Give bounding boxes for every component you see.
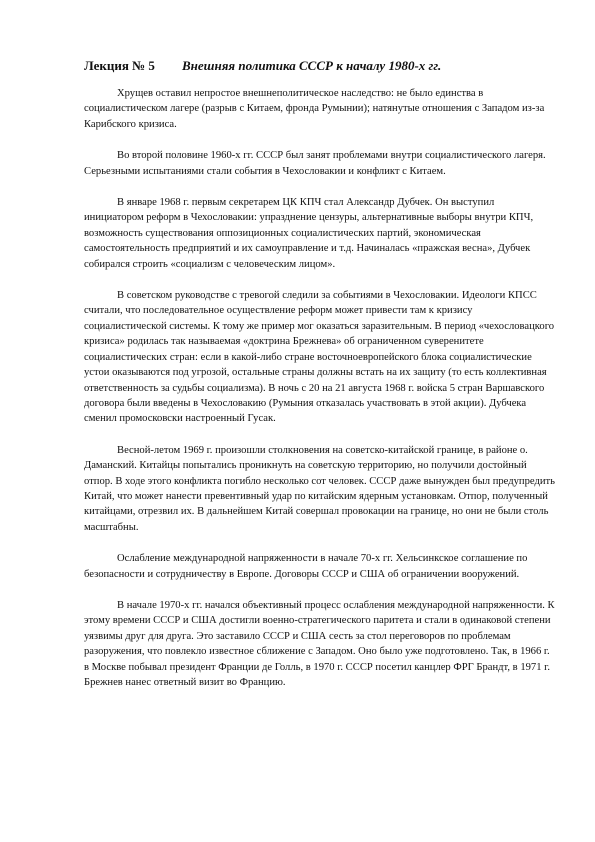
paragraph-brezhnev-doctrine: В советском руководстве с тревогой следили за событиями в Чехословакии. Идеологи КПСС считали, что последовательное осуществление реформ может привести там к кризису социалистической системы. К тому же пример мог оказаться заразительным. В период «чехословацкого кризиса» родилась так называемая «доктрина Брежнева» об ограниченном суверенитете социалистических стран: если в какой-либо стране восточноевропейского блока социалистические устои оказываются под угрозой, остальные страны должны встать на их защиту (то есть коллективная ответственность за судьбы социализма). В ночь с 20 на 21 августа 1968 г. войска 5 стран Варшавского договора были введены в Чехословакию (Румыния отказалась участвовать в этой акции). Дубчека сменил промосковски настроенный Гусак. xyxy=(84,290,555,425)
paragraph-damansky: Весной-летом 1969 г. произошли столкновения на советско-китайской границе, в районе о. Даманский. Китайцы попытались проникнуть на советскую территорию, но получили достойный отпор. В ходе этого конфликта погибло несколько сот человек. СССР даже вынужден был предупредить Китай, что может нанести превентивный удар по китайским ядерным установкам. Отпор, полученный китайцами, отрезвил их. В дальнейшем Китай совершал провокации на границе, но они не были столь масштабны. xyxy=(84,444,555,533)
lecture-heading xyxy=(84,58,554,74)
paragraph-legacy: Хрущев оставил непростое внешнеполитическое наследство: не было единства в социалистическом лагере (разрыв с Китаем, фронда Румынии); натянутые отношения с Западом из-за Карибского кризиса. xyxy=(84,88,545,130)
paragraph-dubcek: В январе 1968 г. первым секретарем ЦК КПЧ стал Александр Дубчек. Он выступил инициатором реформ в Чехословакии: упразднение цензуры, альтернативные выборы внутри КПЧ, возможность существования оппозиционных социалистических партий, экономическая самостоятельность предприятий и их самоуправление и т.д. Начиналась «пражская весна», Дубчек собирался строить «социализм с человеческим лицом». xyxy=(84,197,534,270)
lecture-topic: Внешняя политика СССР к началу 1980-х гг. xyxy=(182,58,442,73)
paragraph-detente: В начале 1970-х гг. начался объективный процесс ослабления международной напряженности. К этому времени СССР и США достигли военно-стратегического паритета и стали в одинаковой степени уязвимы друг для друга. Это заставило СССР и США сесть за стол переговоров по проблемам разоружения, что повлекло известное сближение с Западом. Оно было уже подготовлено. Так, в 1966 г. в Москве побывал президент Франции де Голль, в 1970 г. СССР посетил канцлер ФРГ Брандт, в 1971 г. Брежнев нанес ответный визит во Францию. xyxy=(84,599,555,688)
paragraph-late-1960s: Во второй половине 1960-х гг. СССР был занят проблемами внутри социалистического лагеря. Серьезными испытаниями стали события в Чехословакии и конфликт с Китаем. xyxy=(84,150,546,177)
paragraph-detente-topic: Ослабление международной напряженности в начале 70-х гг. Хельсинкское соглашение по безопасности и сотрудничеству в Европе. Договоры СССР и США об ограничении вооружений. xyxy=(84,553,528,580)
lecture-number: Лекция № 5 xyxy=(84,58,155,73)
lecture-body xyxy=(84,86,556,706)
